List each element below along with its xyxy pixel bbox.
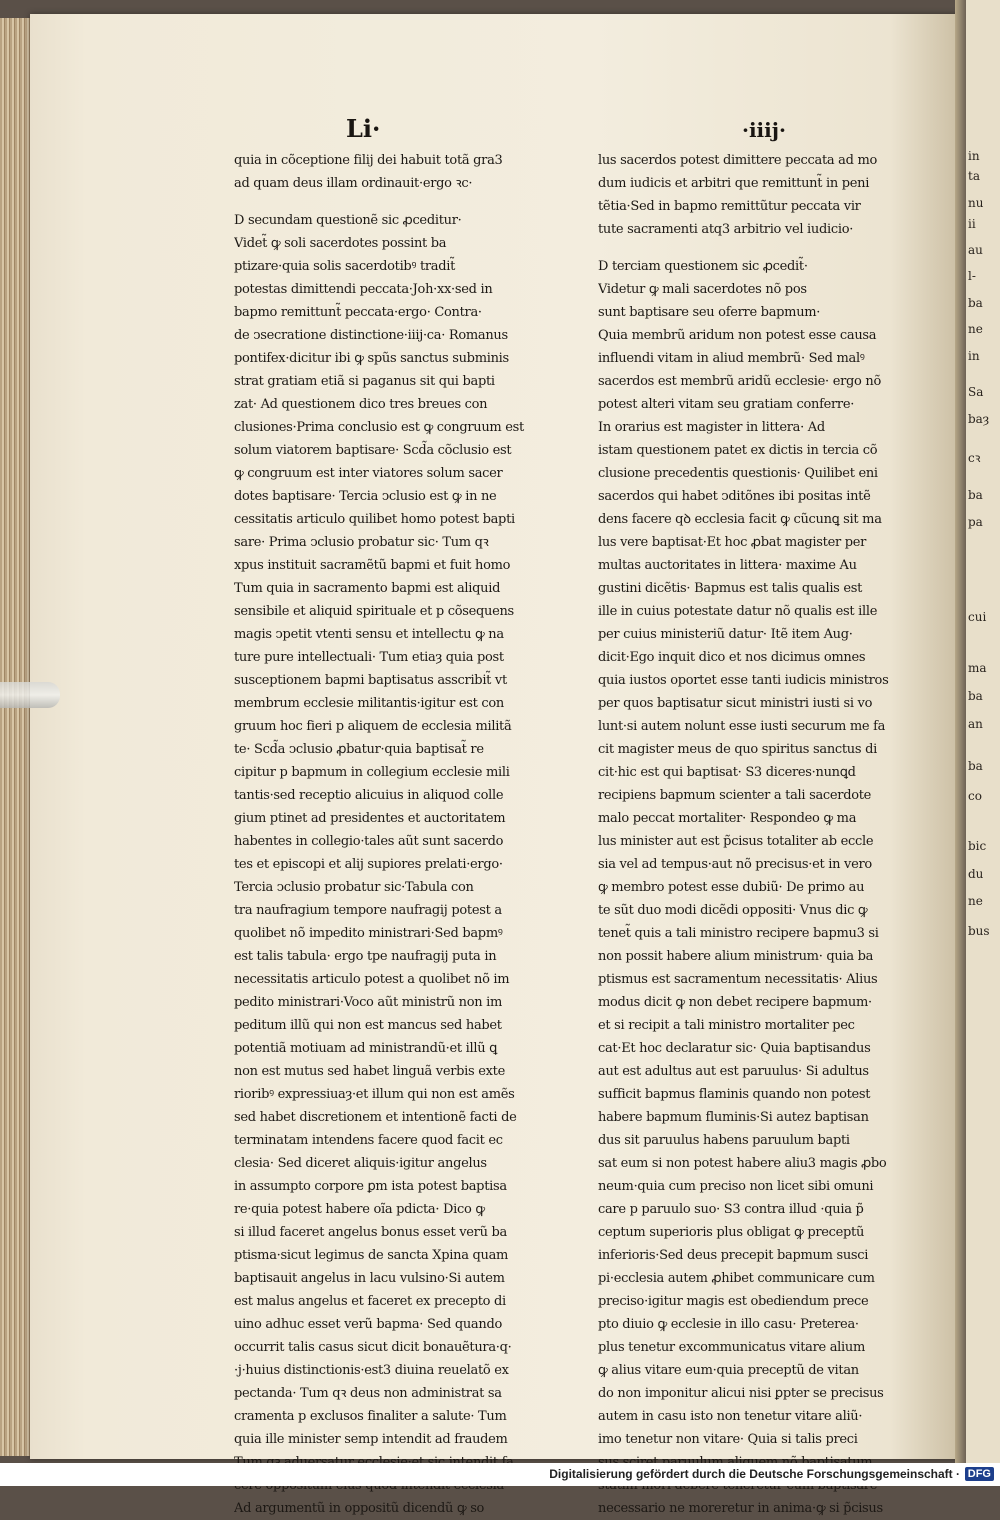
text-line: ꝙ membro potest esse dubiũ· De primo au: [598, 880, 865, 895]
facing-page-fragment: du: [968, 867, 984, 881]
text-line: rioribꝰ expressiuaȝ·et illum qui non est amẽs: [234, 1087, 515, 1102]
facing-page-fragment: ba: [968, 488, 983, 502]
text-line: ille in cuius potestate datur nõ qualis est ille: [598, 604, 878, 619]
facing-page-fragment: ba: [968, 759, 983, 773]
text-line: zat· Ad questionem dico tres breues con: [234, 397, 488, 412]
text-line: ad quam deus illam ordinauit·ergo ꝛc·: [234, 176, 473, 191]
text-line: gruum hoc fieri p aliquem de ecclesia militã: [234, 719, 512, 734]
text-line: [234, 195, 554, 209]
facing-page-fragment: co: [968, 789, 982, 803]
facing-page-fragment: cui: [968, 610, 987, 624]
text-line: inferioris·Sed deus precepit bapmum susci: [598, 1248, 869, 1263]
facing-page-fragment: an: [968, 717, 983, 731]
right-text-column: [598, 149, 918, 1520]
text-line: non est mutus sed habet linguã verbis exte: [234, 1064, 505, 1079]
facing-page-fragment: ba: [968, 689, 983, 703]
text-line: recipiens bapmum scienter a tali sacerdote: [598, 788, 872, 803]
text-line: influendi vitam in aliud membrũ· Sed malꝰ: [598, 351, 865, 366]
text-line: per quos baptisatur sicut ministri iusti si vo: [598, 696, 873, 711]
text-line: [598, 241, 918, 255]
text-line: cipitur p bapmum in collegium ecclesie mili: [234, 765, 510, 780]
folio-right: ·iiij·: [742, 118, 786, 142]
text-line: Ad argumentũ in oppositũ dicendũ ꝙ so: [234, 1501, 485, 1516]
text-line: et si recipit a tali ministro mortaliter pec: [598, 1018, 855, 1033]
facing-page-fragment: ba: [968, 296, 983, 310]
text-line: pectanda· Tum qꝛ deus non administrat sa: [234, 1386, 502, 1401]
text-line: tẽtia·Sed in bapmo remittũtur peccata vir: [598, 199, 861, 214]
text-line: plus tenetur excommunicatus vitare alium: [598, 1340, 865, 1355]
text-line: solum viatorem baptisare· Scd̃a cõclusio est: [234, 443, 512, 458]
text-line: In orarius est magister in littera· Ad: [598, 420, 825, 435]
facing-page-fragment: ta: [968, 169, 980, 183]
dfg-logo: DFG: [965, 1467, 994, 1481]
text-line: Tum quia in sacramento bapmi est aliquid: [234, 581, 501, 596]
footer-bar: [0, 1463, 1000, 1486]
text-line: imo tenetur non vitare· Quia si talis preci: [598, 1432, 858, 1447]
text-line: ptisma·sicut legimus de sancta Xpina quam: [234, 1248, 509, 1263]
left-text-column: [234, 149, 554, 1520]
text-line: Tercia ↄclusio probatur sic·Tabula con: [234, 880, 474, 895]
facing-page-fragment: l-: [968, 269, 976, 283]
text-line: cit·hic est qui baptisat· S3 diceres·nunꝗd: [598, 765, 856, 780]
text-line: uino adhuc esset verũ bapma· Sed quando: [234, 1317, 502, 1332]
text-line: sunt baptisare seu oferre bapmum·: [598, 305, 821, 320]
text-line: baptisauit angelus in lacu vulsino·Si autem: [234, 1271, 505, 1286]
text-line: tes et episcopi et alij supiores prelati·ergo·: [234, 857, 503, 872]
text-line: lus vere baptisat·Et hoc ꝓbat magister per: [598, 535, 867, 550]
text-line: pto diuio ꝙ ecclesie in illo casu· Preterea·: [598, 1317, 859, 1332]
text-line: magis ↄpetit vtenti sensu et intellectu ꝙ na: [234, 627, 504, 642]
facing-page-fragment: ii: [968, 217, 976, 231]
text-line: sia vel ad tempus·aut nõ precisus·et in vero: [598, 857, 872, 872]
text-line: aut est adultus aut est paruulus· Si adultus: [598, 1064, 869, 1079]
text-line: tantis·sed receptio alicuius in aliquod colle: [234, 788, 504, 803]
text-line: modus dicit ꝙ non debet recipere bapmum·: [598, 995, 872, 1010]
text-line: sacerdos qui habet ↄditõnes ibi positas intẽ: [598, 489, 871, 504]
text-line: sat eum si non potest habere aliu3 magis ꝓbo: [598, 1156, 887, 1171]
text-line: susceptionem bapmi baptisatus asscribit̃ vt: [234, 673, 507, 688]
text-line: dotes baptisare· Tercia ↄclusio est ꝙ in ne: [234, 489, 497, 504]
text-line: membrum ecclesie militantis·igitur est con: [234, 696, 504, 711]
text-line: potest alteri vitam seu gratiam conferre·: [598, 397, 855, 412]
text-line: Quia membrũ aridum non potest esse causa: [598, 328, 877, 343]
text-line: lus sacerdos potest dimittere peccata ad mo: [598, 153, 878, 168]
text-line: clusiones·Prima conclusio est ꝙ congruum est: [234, 420, 524, 435]
text-line: istam questionem patet ex dictis in tercia cõ: [598, 443, 878, 458]
text-line: necessario ne moreretur in anima·ꝙ si p̃cisus: [598, 1501, 883, 1516]
text-line: ptismus est sacramentum necessitatis· Alius: [598, 972, 878, 987]
text-line: potestas dimittendi peccata·Joh·xx·sed in: [234, 282, 493, 297]
text-line: terminatam intendens facere quod facit ec: [234, 1133, 503, 1148]
text-line: Videtur ꝙ mali sacerdotes nõ pos: [598, 282, 807, 297]
bookmark-strip: [0, 682, 60, 708]
facing-page-fragment: bic: [968, 839, 987, 853]
text-line: ꝙ congruum est inter viatores solum sacer: [234, 466, 503, 481]
text-line: cessitatis articulo quilibet homo potest bapti: [234, 512, 515, 527]
facing-page-fragment: ma: [968, 661, 987, 675]
text-line: est talis tabula· ergo tpe naufragij puta in: [234, 949, 497, 964]
text-line: cit magister meus de quo spiritus sanctus di: [598, 742, 877, 757]
text-line: pontifex·dicitur ibi ꝙ spũs sanctus subminis: [234, 351, 509, 366]
text-line: si illud faceret angelus bonus esset verũ ba: [234, 1225, 507, 1240]
text-line: sacerdos est membrũ aridũ ecclesie· ergo nõ: [598, 374, 882, 389]
text-line: tenet̃ quis a tali ministro recipere bapmu3 si: [598, 926, 879, 941]
text-line: tra naufragium tempore naufragij potest a: [234, 903, 502, 918]
text-line: autem in casu isto non tenetur vitare aliũ·: [598, 1409, 863, 1424]
text-line: tute sacramenti atq3 arbitrio vel iudicio·: [598, 222, 854, 237]
text-line: per cuius ministeriũ datur· Itẽ item Aug·: [598, 627, 853, 642]
text-line: dum iudicis et arbitri que remittunt̃ in peni: [598, 176, 870, 191]
text-line: D terciam questionem sic ꝓcedit̃·: [598, 259, 808, 274]
text-line: Videt̃ ꝙ soli sacerdotes possint ba: [234, 236, 447, 251]
facing-page-fragment: nu: [968, 196, 984, 210]
text-line: ·j·huius distinctionis·est3 diuina reuelatõ ex: [234, 1363, 509, 1378]
text-line: sed habet discretionem et intentionẽ facti de: [234, 1110, 517, 1125]
text-line: ptizare·quia solis sacerdotibꝰ tradit̃: [234, 259, 456, 274]
folio-left: Li·: [346, 114, 381, 143]
text-line: xpus instituit sacramẽtũ bapmi et fuit homo: [234, 558, 511, 573]
text-line: do non imponitur alicui nisi ꝑpter se precisus: [598, 1386, 884, 1401]
text-line: gium ptinet ad presidentes et auctoritatem: [234, 811, 506, 826]
text-line: est malus angelus et faceret ex precepto di: [234, 1294, 506, 1309]
text-line: preciso·igitur magis est obediendum prece: [598, 1294, 869, 1309]
facing-page-fragment: cꝛ: [968, 451, 981, 465]
text-line: strat gratiam etiã si paganus sit qui bapti: [234, 374, 495, 389]
text-line: habentes in collegio·tales aũt sunt sacerdo: [234, 834, 504, 849]
text-line: non possit habere alium ministrum· quia ba: [598, 949, 874, 964]
text-line: dens facere qꝺ ecclesia facit ꝙ cũcunꝗ sit ma: [598, 512, 882, 527]
text-line: cat·Et hoc declaratur sic· Quia baptisandus: [598, 1041, 871, 1056]
text-line: dus sit paruulus habens paruulum bapti: [598, 1133, 850, 1148]
text-line: sufficit bapmus flaminis quando non potest: [598, 1087, 871, 1102]
text-line: te· Scd̃a ↄclusio ꝓbatur·quia baptisat̃ re: [234, 742, 484, 757]
facing-page-fragment: in: [968, 349, 980, 363]
text-line: sare· Prima ↄclusio probatur sic· Tum qꝛ: [234, 535, 489, 550]
facing-page-fragment: bus: [968, 924, 990, 938]
facing-page-fragment: pa: [968, 515, 983, 529]
funding-credit: Digitalisierung gefördert durch die Deutsche Forschungsgemeinschaft ·: [549, 1467, 960, 1481]
facing-page-edge: [966, 0, 1000, 1463]
text-line: quia ille minister semp intendit ad fraudem: [234, 1432, 508, 1447]
facing-page-fragment: Sa: [968, 385, 984, 399]
text-line: ture pure intellectuali· Tum etiaȝ quia post: [234, 650, 504, 665]
text-line: clesia· Sed diceret aliquis·igitur angelus: [234, 1156, 487, 1171]
text-line: care p paruulo suo· S3 contra illud ·quia p̃: [598, 1202, 864, 1217]
text-line: quolibet nõ impedito ministrari·Sed bapmꝰ: [234, 926, 503, 941]
text-line: pi·ecclesia autem ꝓhibet communicare cum: [598, 1271, 875, 1286]
text-line: necessitatis articulo potest a quolibet nõ im: [234, 972, 510, 987]
text-line: cramenta p exclusos finaliter a salute· Tum: [234, 1409, 507, 1424]
text-line: lus minister aut est p̃cisus totaliter ab eccle: [598, 834, 874, 849]
book-page-stack: [0, 18, 33, 1456]
text-line: quia iustos oportet esse tanti iudicis ministros: [598, 673, 889, 688]
text-line: dicit·Ego inquit dico et nos dicimus omnes: [598, 650, 866, 665]
text-line: bapmo remittunt̃ peccata·ergo· Contra·: [234, 305, 482, 320]
text-line: multas auctoritates in littera· maxime Au: [598, 558, 857, 573]
text-line: neum·quia cum preciso non licet sibi omuni: [598, 1179, 874, 1194]
text-line: in assumpto corpore ꝑm ista potest baptisa: [234, 1179, 507, 1194]
facing-page-fragment: baȝ: [968, 412, 990, 426]
facing-page-fragment: in: [968, 149, 980, 163]
text-line: potentiã motiuam ad ministrandũ·et illũ ꝗ: [234, 1041, 498, 1056]
text-line: clusione precedentis questionis· Quilibet eni: [598, 466, 878, 481]
text-line: quia in cõceptione filij dei habuit totã gra3: [234, 153, 503, 168]
text-line: malo peccat mortaliter· Respondeo ꝙ ma: [598, 811, 857, 826]
text-line: te sũt duo modi dicẽdi oppositi· Vnus dic ꝙ: [598, 903, 868, 918]
facing-page-fragment: ne: [968, 322, 983, 336]
text-line: ceptum superioris plus obligat ꝙ preceptũ: [598, 1225, 865, 1240]
text-line: gustini dicẽtis· Bapmus est talis qualis est: [598, 581, 863, 596]
text-line: peditum illũ qui non est mancus sed habet: [234, 1018, 502, 1033]
text-line: occurrit talis casus sicut dicit bonauẽtura·q·: [234, 1340, 512, 1355]
text-line: habere bapmum fluminis·Si autez baptisan: [598, 1110, 869, 1125]
text-line: de ↄsecratione distinctione·iiij·ca· Romanus: [234, 328, 508, 343]
text-line: ꝙ alius vitare eum·quia preceptũ de vitan: [598, 1363, 859, 1378]
facing-page-fragment: au: [968, 243, 983, 257]
text-line: D secundam questionẽ sic ꝓceditur·: [234, 213, 462, 228]
text-line: pedito ministrari·Voco aũt ministrũ non im: [234, 995, 503, 1010]
text-line: re·quia potest habere oĩa pdicta· Dico ꝙ: [234, 1202, 485, 1217]
text-line: sensibile et aliquid spirituale et p cõsequens: [234, 604, 514, 619]
text-line: lunt·si autem nolunt esse iusti securum me fa: [598, 719, 886, 734]
facing-page-fragment: ne: [968, 894, 983, 908]
